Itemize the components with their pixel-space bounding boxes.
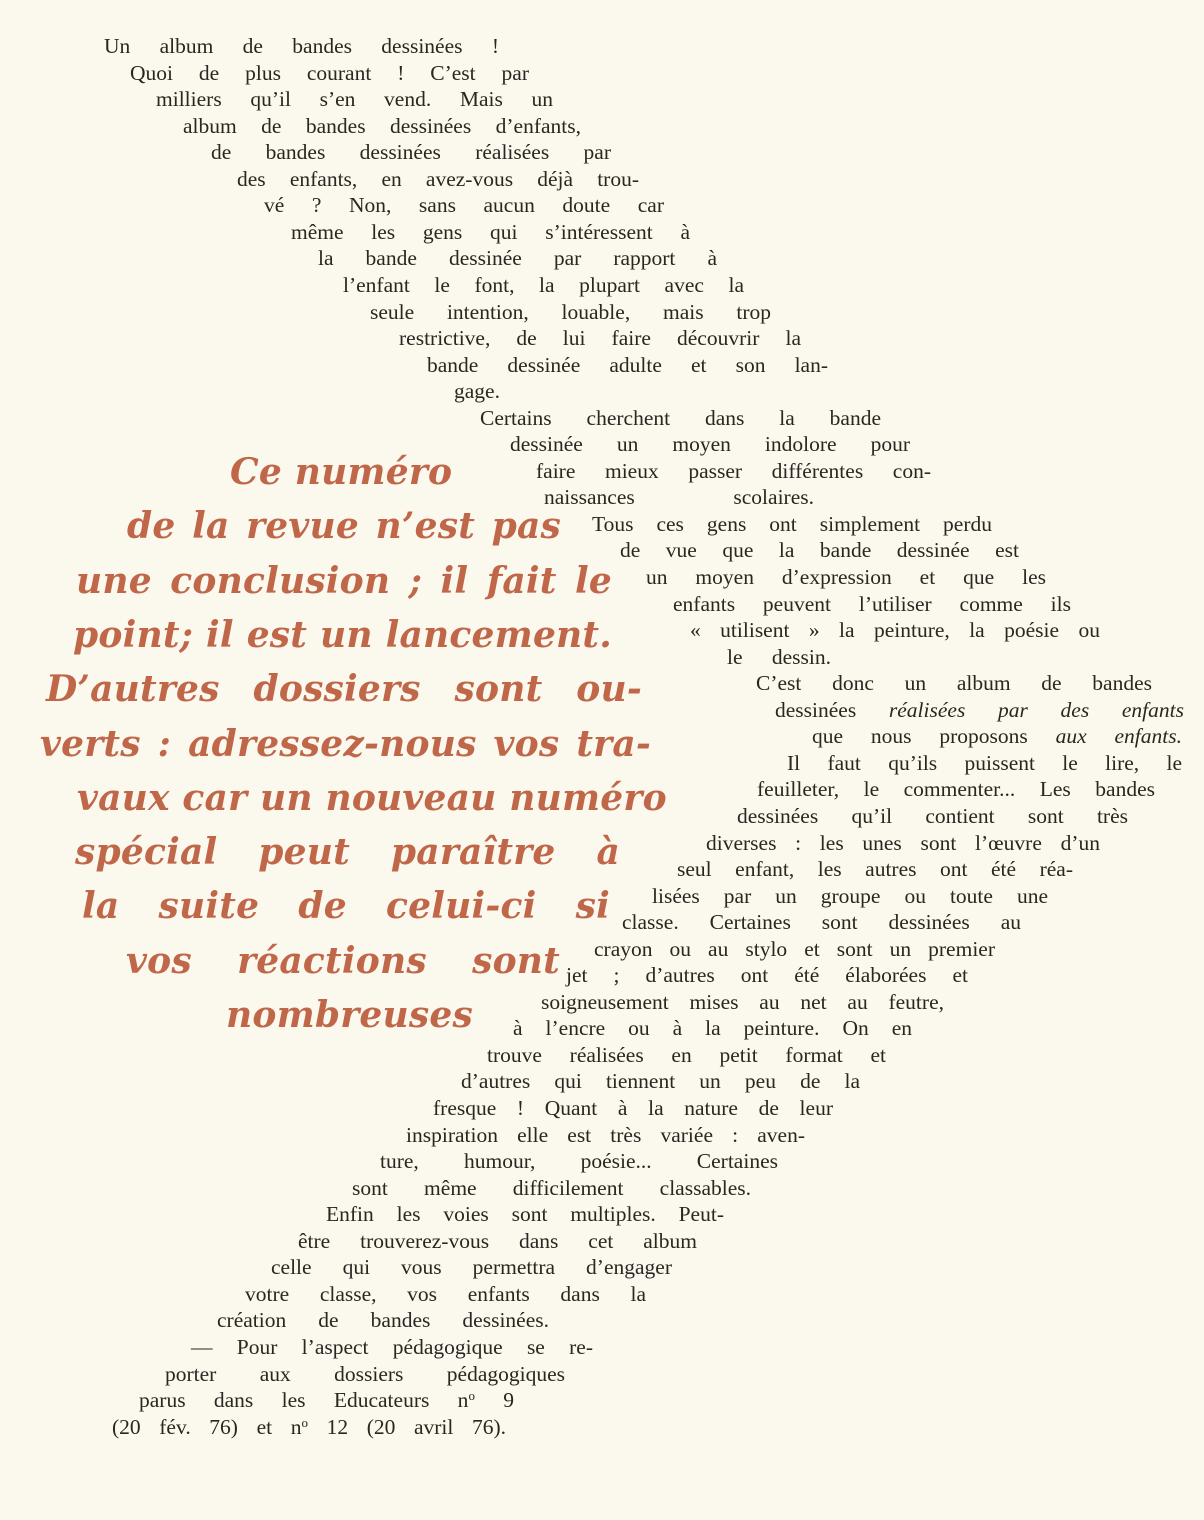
body-line: dessinée un moyen indolore pour [510, 432, 910, 457]
body-line: Il faut qu’ils puissent le lire, le [787, 750, 1182, 775]
body-line: C’est donc un album de bandes [756, 671, 1152, 696]
body-line: naissances scolaires. [544, 485, 814, 510]
callout-line: vaux car un nouveau numéro [77, 776, 667, 819]
body-line: classe. Certaines sont dessinées au [622, 910, 1021, 935]
body-line: seule intention, louable, mais trop [370, 299, 771, 324]
body-line: restrictive, de lui faire découvrir la [399, 326, 801, 351]
body-line: création de bandes dessinées. [217, 1308, 549, 1333]
body-line: feuilleter, le commenter... Les bandes [757, 777, 1155, 802]
callout-line: spécial peut paraître à [75, 831, 620, 874]
body-line: album de bandes dessinées d’enfants, [183, 113, 581, 138]
body-line: fresque ! Quant à la nature de leur [433, 1096, 833, 1120]
body-line: gage. [454, 379, 500, 404]
body-line: soigneusement mises au net au feutre, [541, 989, 944, 1014]
body-line: Tous ces gens ont simplement perdu [592, 511, 992, 536]
body-line [775, 697, 1184, 723]
line-segment: parus dans les Educateurs n [139, 1388, 469, 1413]
callout-line: une conclusion ; il fait le [76, 559, 612, 602]
body-line: sont même difficilement classables. [352, 1175, 751, 1200]
body-line: Quoi de plus courant ! C’est par [130, 60, 529, 85]
line-segment: dessinées [775, 697, 889, 722]
body-line: jet ; d’autres ont été élaborées et [566, 963, 968, 988]
body-line: à l’encre ou à la peinture. On en [513, 1016, 912, 1041]
body-line: votre classe, vos enfants dans la [245, 1281, 646, 1306]
callout-line: vos réactions sont [126, 939, 560, 982]
body-line: vé ? Non, sans aucun doute car [264, 193, 664, 218]
body-line: bande dessinée adulte et son lan- [427, 352, 828, 377]
body-line: trouve réalisées en petit format et [487, 1042, 886, 1067]
body-line: des enfants, en avez-vous déjà trou- [237, 166, 639, 191]
callout-line: Ce numéro [230, 451, 453, 493]
body-line: faire mieux passer différentes con- [536, 458, 931, 483]
body-line: un moyen d’expression et que les [646, 565, 1046, 589]
callout-line: verts : adressez-nous vos tra- [40, 722, 651, 765]
body-line: ture, humour, poésie... Certaines [380, 1149, 778, 1174]
callout-line: point; il est un lancement. [73, 613, 612, 656]
callout-line: de la revue n’est pas [127, 505, 561, 548]
body-line: dessinées qu’il contient sont très [737, 803, 1128, 828]
body-line: celle qui vous permettra d’engager [271, 1255, 672, 1280]
body-line: le dessin. [727, 644, 831, 669]
line-segment: 12 (20 avril 76). [307, 1414, 506, 1439]
body-line: porter aux dossiers pédagogiques [165, 1361, 565, 1386]
line-segment: (20 fév. 76) et n [112, 1414, 302, 1439]
body-line: « utilisent » la peinture, la poésie ou [690, 618, 1100, 643]
body-line [139, 1387, 514, 1413]
body-line: enfants peuvent l’utiliser comme ils [673, 591, 1071, 616]
body-line: être trouverez-vous dans cet album [298, 1228, 697, 1253]
body-line: seul enfant, les autres ont été réa- [677, 857, 1073, 882]
superscript: o [301, 1414, 308, 1430]
italic-phrase: aux enfants. [1055, 724, 1182, 749]
body-line: de bandes dessinées réalisées par [211, 140, 611, 165]
body-line: — Pour l’aspect pédagogique se re- [191, 1334, 593, 1359]
body-line [112, 1414, 506, 1440]
body-line: même les gens qui s’intéressent à [291, 219, 690, 244]
italic-phrase: réalisées par des enfants [888, 697, 1185, 722]
body-line: inspiration elle est très variée : aven- [406, 1122, 805, 1147]
body-line: l’enfant le font, la plupart avec la [343, 272, 744, 297]
body-line: d’autres qui tiennent un peu de la [461, 1069, 860, 1094]
line-segment: 9 [474, 1388, 515, 1413]
body-line: crayon ou au stylo et sont un premier [594, 936, 995, 961]
body-line: Certains cherchent dans la bande [480, 405, 881, 430]
superscript: o [468, 1388, 475, 1404]
body-line: la bande dessinée par rapport à [318, 246, 717, 271]
body-line: diverses : les unes sont l’œuvre d’un [706, 830, 1100, 855]
callout-line: la suite de celui-ci si [82, 885, 610, 928]
body-line: lisées par un groupe ou toute une [652, 883, 1048, 908]
body-line: Enfin les voies sont multiples. Peut- [326, 1202, 724, 1227]
callout-line: D’autres dossiers sont ou- [46, 668, 642, 711]
body-line: milliers qu’il s’en vend. Mais un [156, 87, 553, 112]
line-segment: que nous proposons [812, 724, 1056, 749]
body-line: Un album de bandes dessinées ! [104, 34, 499, 58]
body-line [812, 723, 1182, 749]
callout-line: nombreuses [226, 994, 473, 1036]
body-line: de vue que la bande dessinée est [620, 538, 1019, 563]
